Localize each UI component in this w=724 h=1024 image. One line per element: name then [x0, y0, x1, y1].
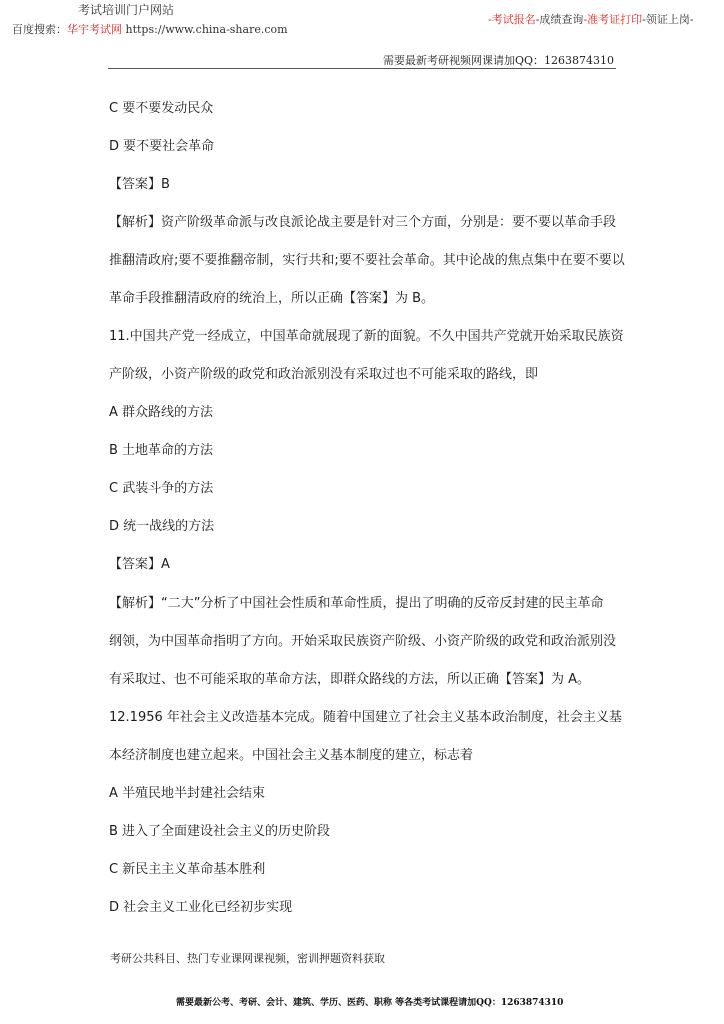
answer-line: 【答案】B: [109, 177, 170, 192]
analysis-line: 纲领，为中国革命指明了方向。开始采取民族资产阶级、小资产阶级的政党和政治派别没: [109, 634, 617, 649]
option-line: D 社会主义工业化已经初步实现: [109, 900, 293, 915]
option-line: C 武装斗争的方法: [109, 481, 214, 496]
search-line: [12, 21, 288, 37]
option-line: B 土地革命的方法: [109, 443, 214, 458]
analysis-line: 推翻清政府;要不要推翻帝制，实行共和;要不要社会革命。其中论战的焦点集中在要不要以: [109, 253, 625, 268]
footer-note: 考研公共科目、热门专业课网课视频，密训押题资料获取: [110, 952, 385, 965]
option-line: C 新民主主义革命基本胜利: [109, 862, 266, 877]
analysis-line: 【解析】“二大”分析了中国社会性质和革命性质，提出了明确的反帝反封建的民主革命: [109, 596, 604, 611]
top-links: [488, 11, 694, 27]
question-line: 12.1956 年社会主义改造基本完成。随着中国建立了社会主义基本政治制度，社会主义基: [109, 710, 622, 725]
question-line: 产阶级，小资产阶级的政党和政治派别没有采取过也不可能采取的路线，即: [109, 367, 539, 382]
analysis-line: 有采取过、也不可能采取的革命方法，即群众路线的方法，所以正确【答案】为 A。: [109, 672, 591, 687]
option-line: B 进入了全面建设社会主义的历史阶段: [109, 824, 331, 839]
question-line: 本经济制度也建立起来。中国社会主义基本制度的建立，标志着: [109, 748, 474, 763]
question-line: 11.中国共产党一经成立，中国革命就展现了新的面貌。不久中国共产党就开始采取民族资: [109, 329, 624, 344]
option-line: D 统一战线的方法: [109, 519, 215, 534]
analysis-line: 【解析】资产阶级革命派与改良派论战主要是针对三个方面，分别是：要不要以革命手段: [109, 215, 617, 230]
brand-link[interactable]: 华宇考试网: [67, 23, 122, 36]
search-label: 百度搜索：: [12, 23, 67, 36]
link-certificate[interactable]: -领证上岗-: [642, 13, 694, 26]
link-score-query[interactable]: -成绩查询: [535, 13, 584, 26]
qq-notice-top: 需要最新考研视频网课请加QQ：1263874310: [382, 54, 614, 67]
site-url[interactable]: https://www.china-share.com: [125, 23, 288, 36]
link-admission-print[interactable]: -准考证打印: [583, 13, 643, 26]
answer-line: 【答案】A: [109, 557, 170, 572]
option-line: D 要不要社会革命: [109, 139, 215, 154]
header-divider: [108, 68, 616, 69]
site-title: 考试培训门户网站: [78, 3, 175, 17]
option-line: A 群众路线的方法: [109, 405, 214, 420]
option-line: A 半殖民地半封建社会结束: [109, 786, 266, 801]
footer-bold-notice: 需要最新公考、考研、会计、建筑、学历、医药、职称 等各类考试课程请加QQ：1263874310: [176, 998, 564, 1008]
link-exam-registration[interactable]: -考试报名: [488, 13, 536, 26]
analysis-line: 革命手段推翻清政府的统治上，所以正确【答案】为 B。: [109, 291, 435, 306]
option-line: C 要不要发动民众: [109, 101, 214, 116]
